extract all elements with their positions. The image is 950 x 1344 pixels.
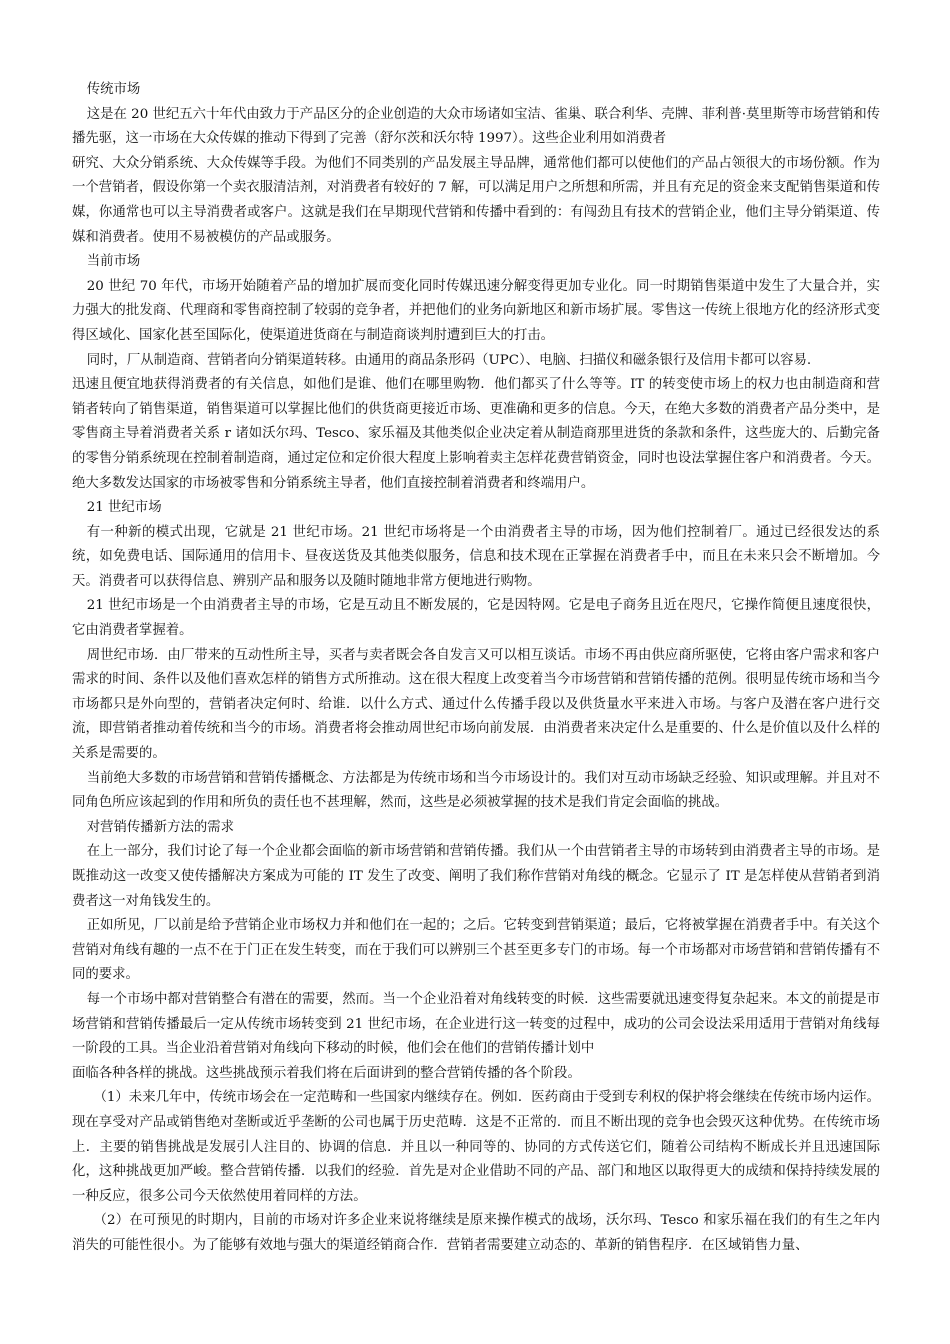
paragraph-continuation: 迅速且便宜地获得消费者的有关信息，如他们是谁、他们在哪里购物．他们都买了什么等等。IT 的转变使市场上的权力也由制造商和营销者转向了销售渠道，销售渠道可以掌握比他们的供货商更接近市场、更准确和更多的信息。今天，在绝大多数的消费者产品分类中，是零售商主导着消费者关系 r 诸如沃尔玛、Tesco、家乐福及其他类似企业决定着从制造商那里进货的条款和条件，这些庞大的、后勤完备的零售分销系统现在控制着制造商，通过定位和定价很大程度上影响着卖主怎样花费营销资金，同时也设法掌握住客户和消费者。今天。绝大多数发达国家的市场被零售和分销系统主导者，他们直接控制着消费者和终端用户。: [72, 377, 880, 491]
section-heading-current-market: 当前市场: [86, 254, 141, 270]
paragraph: 21 世纪市场是一个由消费者主导的市场，它是互动且不断发展的，它是因特网。它是电子商务且近在咫尺，它操作简便且速度很快，它由消费者掌握着。: [72, 598, 880, 639]
paragraph: 每一个市场中都对营销整合有潜在的需要，然而。当一个企业沿着对角线转变的时候．这些需要就迅速变得复杂起来。本文的前提是市场营销和营销传播最后一定从传统市场转变到 21 世纪市场，在企业进行这一转变的过程中，成功的公司会设法采用适用于营销对角线每一阶段的工具。当企业沿着营销对角线向下移动的时候，他们会在他们的营销传播计划中: [72, 991, 880, 1057]
paragraph: 有一种新的模式出现，它就是 21 世纪市场。21 世纪市场将是一个由消费者主导的市场，因为他们控制着厂。通过已经很发达的系统，如免费电话、国际通用的信用卡、昼夜送货及其他类似服务，信息和技术现在正掌握在消费者手中，而且在未来只会不断增加。今天。消费者可以获得信息、辨别产品和服务以及随时随地非常方便地进行购物。: [72, 524, 880, 589]
paragraph: 周世纪市场．由厂带来的互动性所主导，买者与卖者既会各自发言又可以相互谈话。市场不再由供应商所驱使，它将由客户需求和客户需求的时间、条件以及他们喜欢怎样的销售方式所推动。这在很大程度上改变着当今市场营销和营销传播的范例。很明显传统市场和当今市场都只是外向型的，营销者决定何时、给谁．以什么方式、通过什么传播手段以及供货量水平来进入市场。与客户及潜在客户进行交流，即营销者推动着传统和当今的市场。消费者将会推动周世纪市场向前发展．由消费者来决定什么是重要的、什么是价值以及什么样的关系是需要的。: [72, 647, 880, 762]
paragraph-continuation: 面临各种各样的挑战。这些挑战预示着我们将在后面讲到的整合营销传播的各个阶段。: [72, 1065, 581, 1081]
paragraph-continuation: 研究、大众分销系统、大众传媒等手段。为他们不同类别的产品发展主导品牌，通常他们都可以使他们的产品占领很大的市场份额。作为一个营销者，假设你第一个卖衣服清洁剂，对消费者有较好的 7 解，可以满足用户之所想和所需，并且有充足的资金来支配销售渠道和传媒，你通常也可以主导消费者或客户。这就是我们在早期现代营销和传播中看到的：有闯劲且有技术的营销企业，他们主导分销渠道、传媒和消费者。使用不易被模仿的产品或服务。: [72, 155, 880, 245]
paragraph: 正如所见，厂以前是给予营销企业市场权力并和他们在一起的；之后。它转变到营销渠道；最后，它将被掌握在消费者手中。有关这个营销对角线有趣的一点不在于门正在发生转变，而在于我们可以辨别三个甚至更多专门的市场。每一个市场都对市场营销和营销传播有不同的要求。: [72, 918, 880, 983]
paragraph: 当前绝大多数的市场营销和营销传播概念、方法都是为传统市场和当今市场设计的。我们对互动市场缺乏经验、知识或理解。并且对不同角色所应该起到的作用和所负的责任也不甚理解，然而，这些是必须被掌握的技术是我们肯定会面临的挑战。: [72, 770, 880, 811]
numbered-paragraph-2: （2）在可预见的时期内，目前的市场对许多企业来说将继续是原来操作模式的战场，沃尔玛、Tesco 和家乐福在我们的有生之年内消失的可能性很小。为了能够有效地与强大的渠道经销商合作．营销者需要建立动态的、革新的销售程序．在区域销售力量、: [72, 1213, 880, 1253]
section-heading-new-methods: 对营销传播新方法的需求: [86, 819, 235, 835]
paragraph: 同时，厂从制造商、营销者向分销渠道转移。由通用的商品条形码（UPC）、电脑、扫描仪和磁条银行及信用卡都可以容易.: [86, 352, 812, 368]
numbered-paragraph-1: （1）未来几年中，传统市场会在一定范畴和一些国家内继续存在。例如．医药商由于受到专利权的保护将会继续在传统市场内运作。现在享受对产品或销售绝对垄断或近乎垄断的公司也属于历史范畴．这是不正常的．而且不断出现的竞争也会毁灭这种优势。在传统市场上．主要的销售挑战是发展引人注目的、协调的信息．并且以一种同等的、协同的方式传送它们，随着公司结构不断成长并且迅速国际化，这种挑战更加严峻。整合营销传播．以我们的经验．首先是对企业借助不同的产品、部门和地区以取得更大的成绩和保持持续发展的一种反应，很多公司今天依然使用着同样的方法。: [72, 1090, 880, 1204]
paragraph: 在上一部分，我们讨论了每一个企业都会面临的新市场营销和营销传播。我们从一个由营销者主导的市场转到由消费者主导的市场。是既推动这一改变又使传播解决方案成为可能的 IT 发生了改变、阐明了我们称作营销对角线的概念。它显示了 IT 是怎样使从营销者到消费者这一对角钱发生的。: [72, 844, 880, 909]
section-heading-21st-century-market: 21 世纪市场: [86, 500, 162, 516]
section-heading-traditional-market: 传统市场: [86, 82, 141, 97]
document-page: [72, 78, 880, 1259]
paragraph: 这是在 20 世纪五六十年代由致力于产品区分的企业创造的大众市场诸如宝洁、雀巢、联合利华、壳牌、菲利普·莫里斯等市场营销和传播先驱，这一市场在大众传媒的推动下得到了完善（舒尔茨和沃尔特 1997）。这些企业利用如消费者: [72, 106, 880, 147]
paragraph: 20 世纪 70 年代，市场开始随着产品的增加扩展而变化同时传媒迅速分解变得更加专业化。同一时期销售渠道中发生了大量合并，实力强大的批发商、代理商和零售商控制了较弱的竞争者，并把他们的业务向新地区和新市场扩展。零售这一传统上很地方化的经济形式变得区域化、国家化甚至国际化，使渠道进货商在与制造商谈判肘遭到巨大的打击。: [72, 278, 880, 343]
